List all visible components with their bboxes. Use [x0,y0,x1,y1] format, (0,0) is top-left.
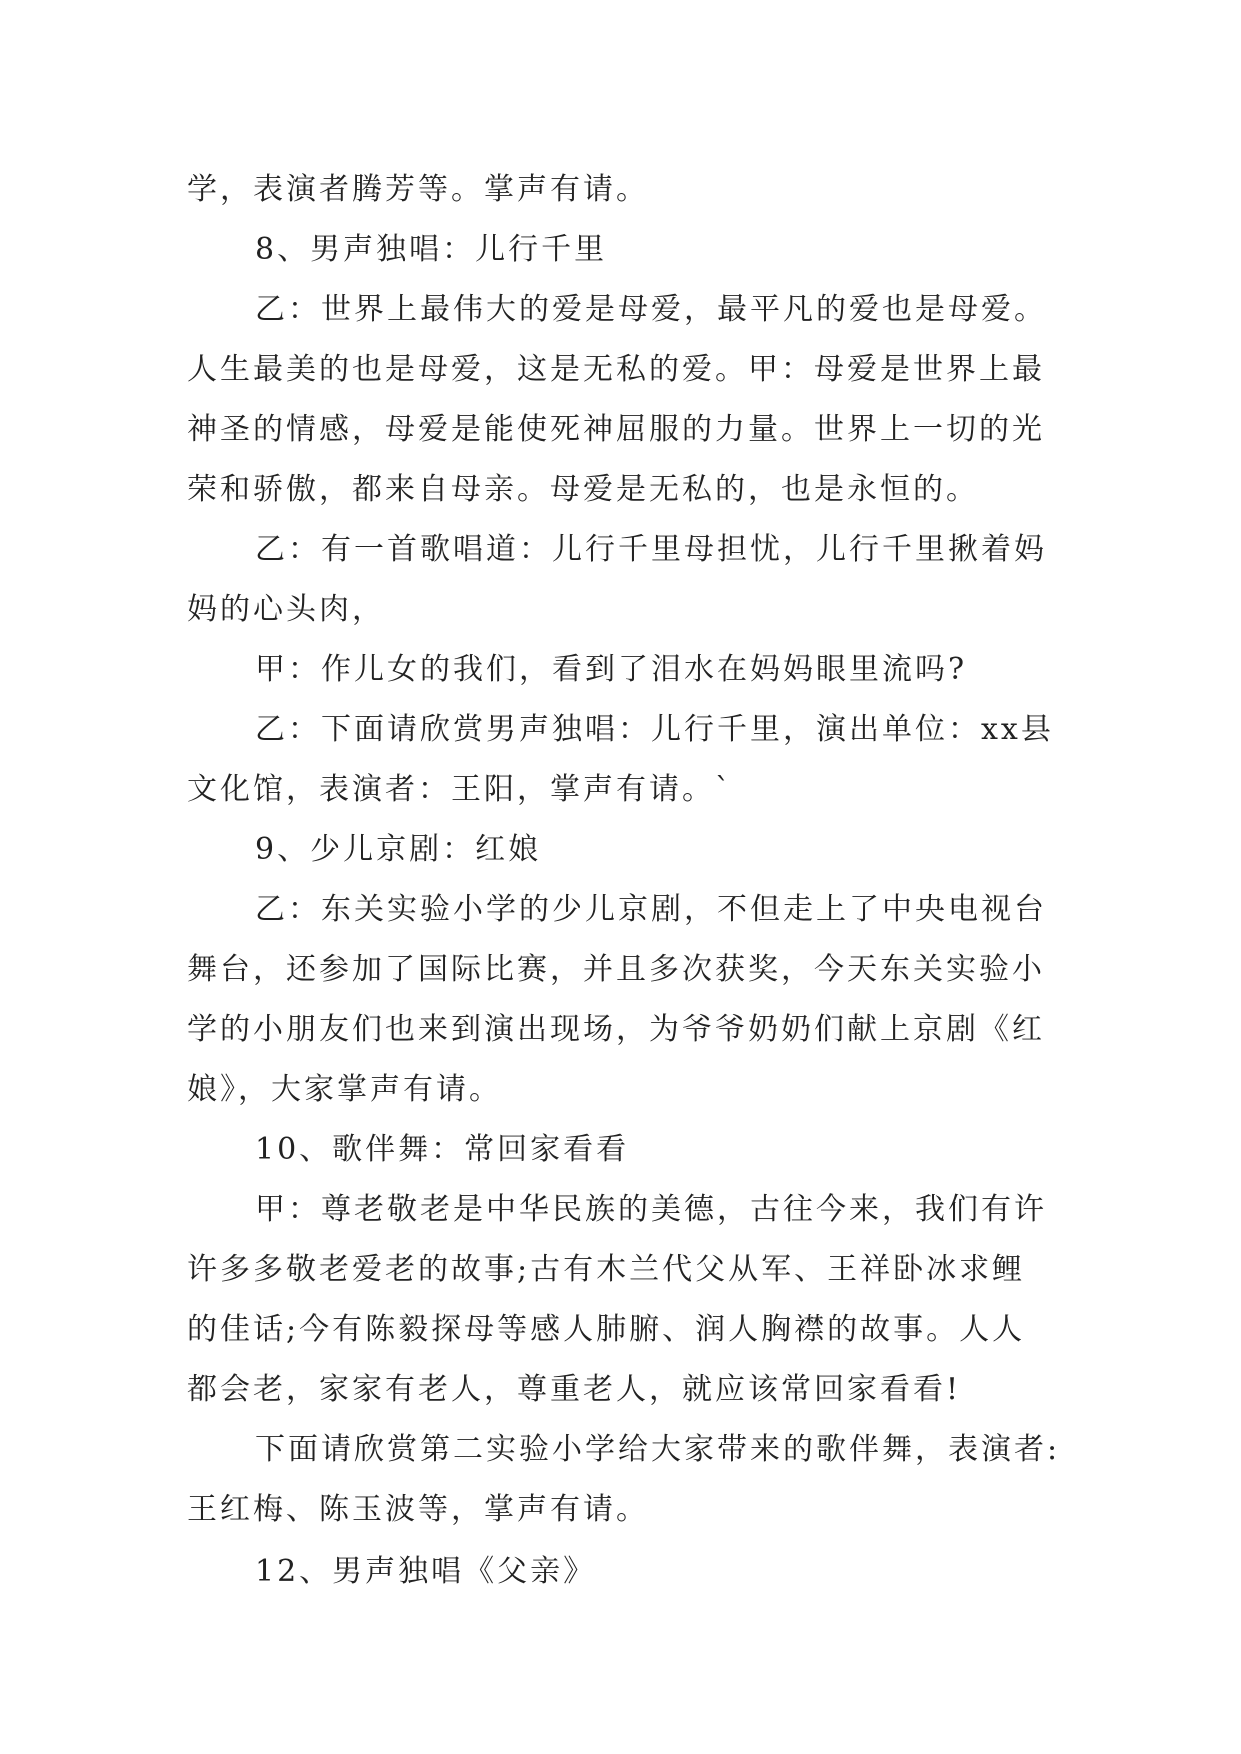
text-line: 甲：尊老敬老是中华民族的美德，古往今来，我们有许 [255,1192,1047,1227]
text-line: 神圣的情感，母爱是能使死神屈服的力量。世界上一切的光 [187,412,1045,447]
text-line: 学的小朋友们也来到演出现场，为爷爷奶奶们献上京剧《红 [187,1012,1045,1047]
text-line: 乙：下面请欣赏男声独唱：儿行千里，演出单位：xx县 [255,712,1054,747]
text-line: 学，表演者腾芳等。掌声有请。 [187,172,649,207]
section-heading-10: 10、歌伴舞：常回家看看 [255,1132,630,1167]
section-heading-8: 8、男声独唱：儿行千里 [255,232,608,267]
text-line: 的佳话;今有陈毅探母等感人肺腑、润人胸襟的故事。人人 [187,1312,1026,1347]
text-line: 都会老，家家有老人，尊重老人，就应该常回家看看! [187,1372,962,1407]
text-line: 许多多敬老爱老的故事;古有木兰代父从军、王祥卧冰求鲤 [187,1252,1026,1287]
text-line: 乙：世界上最伟大的爱是母爱，最平凡的爱也是母爱。 [255,292,1047,327]
text-line: 乙：有一首歌唱道：儿行千里母担忧，儿行千里揪着妈 [255,532,1047,567]
text-line: 舞台，还参加了国际比赛，并且多次获奖，今天东关实验小 [187,952,1045,987]
section-heading-12: 12、男声独唱《父亲》 [255,1554,597,1589]
text-line: 王红梅、陈玉波等，掌声有请。 [187,1492,649,1527]
text-line: 荣和骄傲，都来自母亲。母爱是无私的，也是永恒的。 [187,472,979,507]
text-line: 下面请欣赏第二实验小学给大家带来的歌伴舞，表演者: [255,1432,1061,1467]
text-line: 乙：东关实验小学的少儿京剧，不但走上了中央电视台 [255,892,1047,927]
text-line: 娘》，大家掌声有请。 [187,1072,502,1107]
text-line: 文化馆，表演者：王阳，掌声有请。` [187,772,733,807]
text-line: 人生最美的也是母爱，这是无私的爱。甲：母爱是世界上最 [187,352,1045,387]
text-line: 妈的心头肉， [187,592,385,627]
document-body [187,160,1067,1602]
text-line: 甲：作儿女的我们，看到了泪水在妈妈眼里流吗? [255,652,968,687]
section-heading-9: 9、少儿京剧：红娘 [255,832,542,867]
